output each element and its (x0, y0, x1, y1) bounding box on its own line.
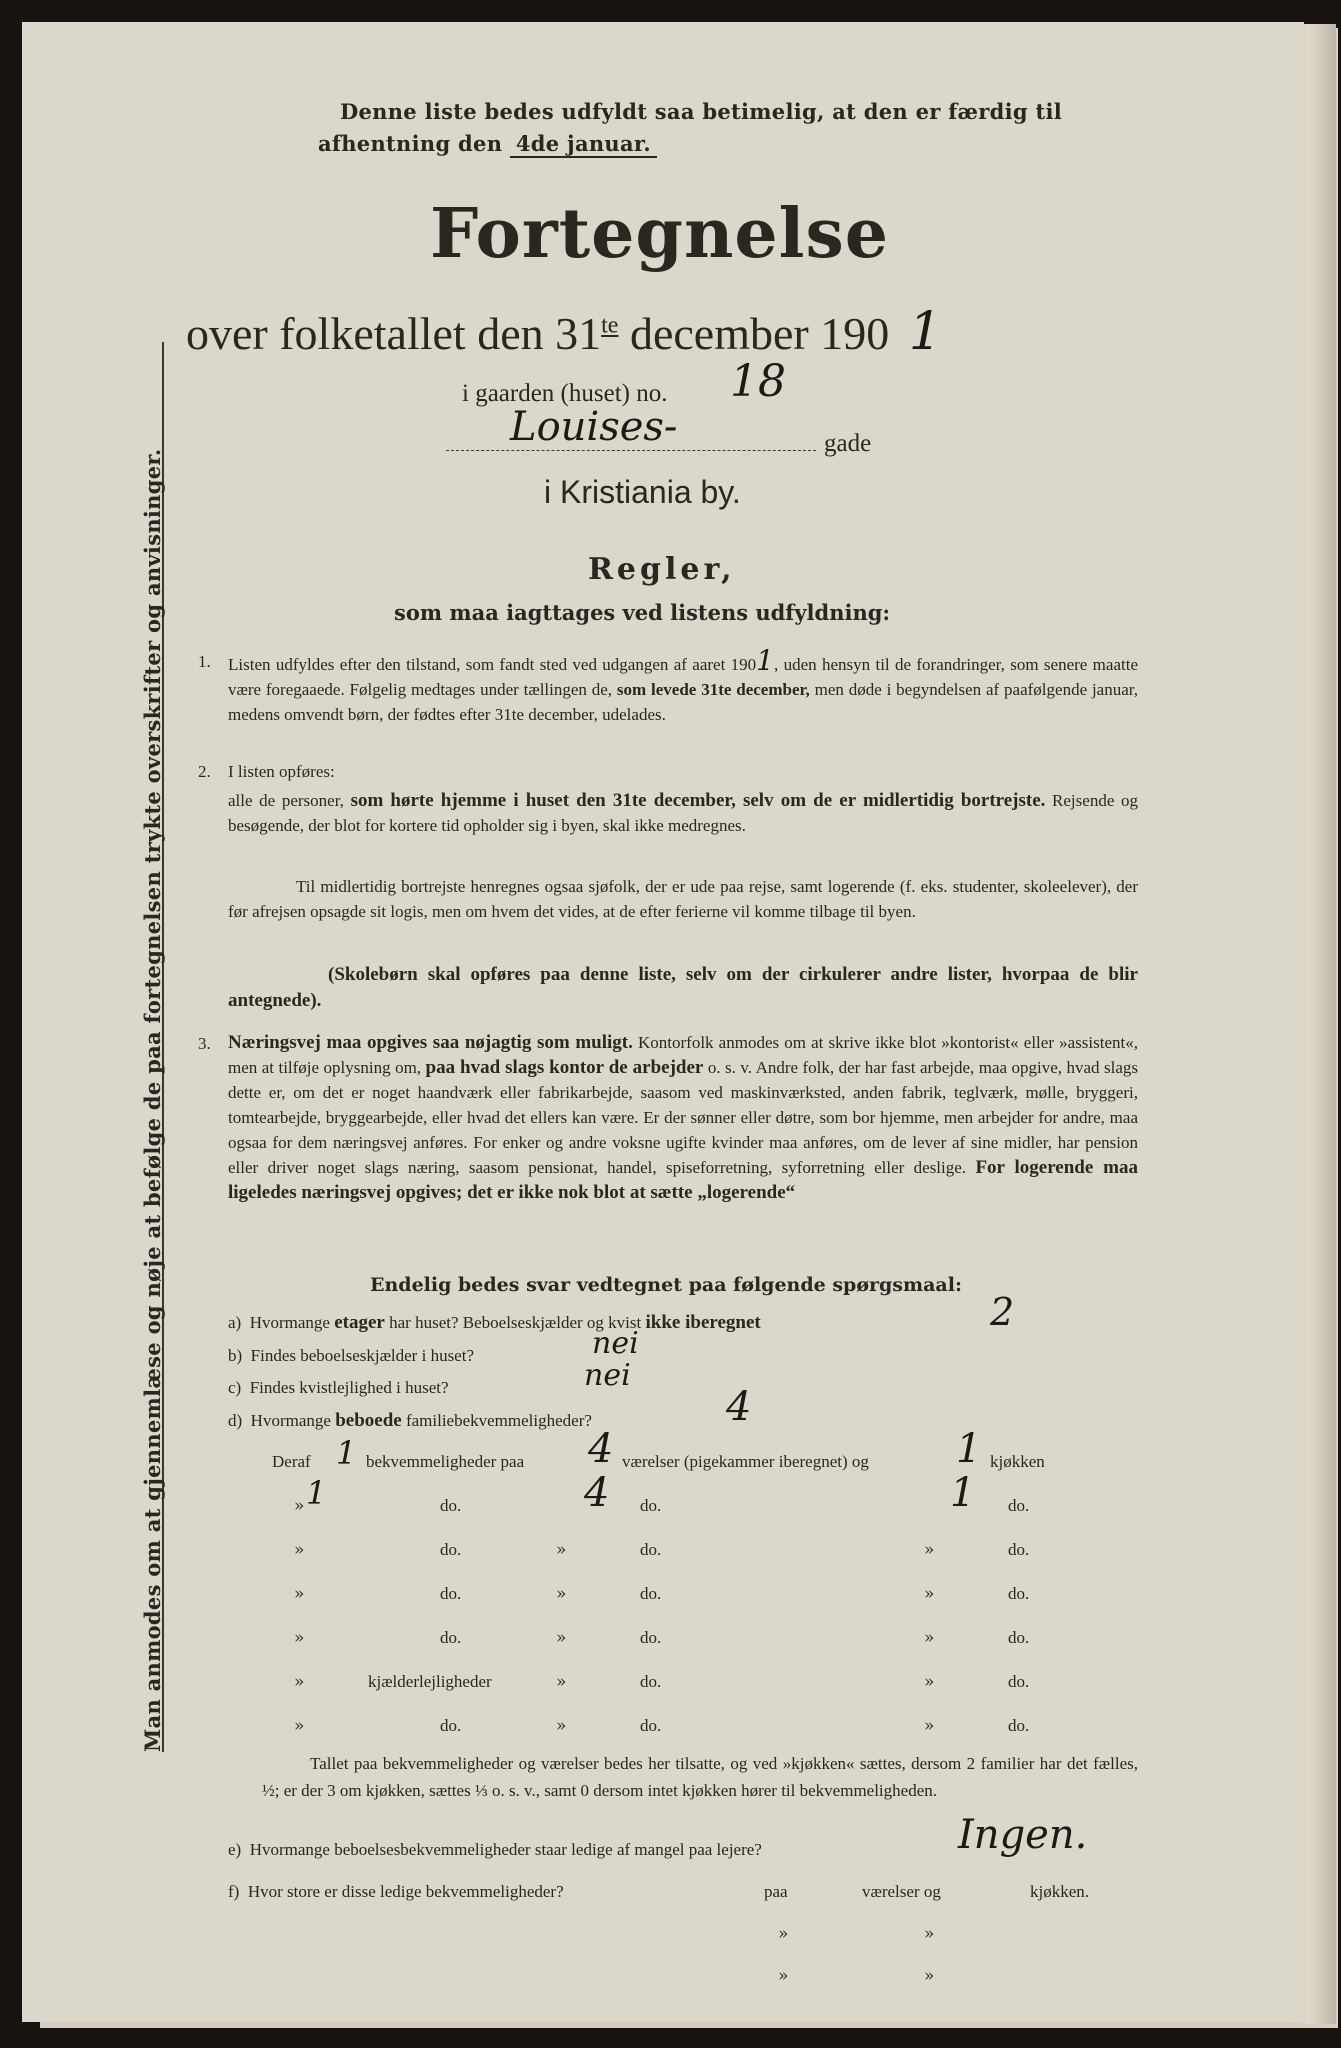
ditto-mark: » (556, 1584, 567, 1604)
hand-q-a: 2 (990, 1290, 1015, 1334)
rule2-p3: (Skolebørn skal opføres paa denne liste, selv om der cirkulerer andre lister, hvorpaa de blir antegnede). (228, 964, 1138, 1011)
ditto-mark: » (294, 1672, 305, 1692)
hand-street: Louises- (510, 404, 678, 450)
table-do: do. (1008, 1540, 1030, 1559)
hand-rule1-year: 1 (756, 644, 774, 677)
table-col3: kjøkken (990, 1452, 1045, 1471)
ditto-mark: » (778, 1966, 789, 1986)
ditto-mark: » (778, 1924, 789, 1944)
table-do: do. (640, 1540, 662, 1559)
table-do: do. (1008, 1672, 1030, 1691)
rule1-text: Listen udfyldes efter den tilstand, som fandt sted ved udgangen af aaret 1901, uden hensyn til de forandringer, som senere maatte være foregaaede. Følgelig medtages under tællingen de, som levede 31te december, men døde i begyndelsen af paafølgende januar, medens omvendt børn, der fødtes efter 31te december, udelades. (228, 644, 1139, 724)
hand-q-b: nei (592, 1326, 639, 1361)
hand-row1-c: 1 (956, 1426, 982, 1472)
rule2-num: 2. (198, 762, 211, 781)
table-kjaelder: kjælderlejligheder (368, 1672, 492, 1691)
hand-row1-b: 4 (588, 1426, 614, 1472)
ditto-mark: » (924, 1672, 935, 1692)
hand-row2-a: 1 (306, 1474, 327, 1512)
ditto-mark: » (294, 1496, 305, 1516)
table-do: do. (640, 1628, 662, 1647)
table-do: do. (640, 1672, 662, 1691)
ditto-mark: » (924, 1540, 935, 1560)
hand-house-no: 18 (730, 356, 786, 407)
regler-title: Regler, (588, 552, 736, 587)
gaard-label: i gaarden (huset) no. (462, 380, 668, 407)
q-d: d) Hvormange beboede familiebekvemmeligheder? (228, 1410, 592, 1431)
ditto-mark: » (294, 1584, 305, 1604)
hand-q-c: nei (584, 1358, 631, 1393)
q-f-vaerelser: værelser og (862, 1882, 941, 1901)
header-line2-prefix: afhentning den (318, 131, 503, 156)
header-date: 4de januar. (510, 131, 657, 158)
table-do: do. (440, 1628, 462, 1647)
ditto-mark: » (294, 1540, 305, 1560)
ditto-mark: » (924, 1716, 935, 1736)
table-col2: værelser (pigekammer iberegnet) og (622, 1452, 869, 1471)
header-line2 (318, 128, 657, 159)
hand-row2-c: 1 (950, 1470, 976, 1516)
ditto-mark: » (294, 1628, 305, 1648)
ditto-mark: » (924, 1924, 935, 1944)
table-do: do. (1008, 1496, 1030, 1515)
table-deraf: Deraf (272, 1452, 311, 1471)
table-do: do. (640, 1496, 662, 1515)
q-b: b) Findes beboelseskjælder i huset? (228, 1346, 474, 1365)
ditto-mark: » (556, 1716, 567, 1736)
table-do: do. (640, 1716, 662, 1735)
hand-row2-b: 4 (584, 1470, 610, 1516)
city-label: i Kristiania by. (544, 474, 741, 510)
rule2-p1: alle de personer, som hørte hjemme i huset den 31te december, selv om de er midlertidig bortrejste. Rejsende og besøgende, der blot for kortere tid opholder sig i byen, skal ikke medregnes. (228, 790, 1138, 835)
ditto-mark: » (556, 1628, 567, 1648)
hand-q-d: 4 (726, 1384, 752, 1430)
page-title: Fortegnelse (430, 194, 890, 274)
subtitle-sup: te (601, 312, 619, 339)
hand-year: 1 (908, 302, 942, 362)
hand-q-e: Ingen. (958, 1812, 1088, 1858)
fraction-note: Tallet paa bekvemmeligheder og værelser bedes her tilsatte, og ved »kjøkken« sættes, dersom 2 familier har det fælles, ½; er der 3 om kjøkken, sættes ⅓ o. s. v., samt 0 dersom intet kjøkken hører til bekvemmeligheden. (262, 1754, 1138, 1800)
q-e: e) Hvormange beboelsesbekvemmeligheder staar ledige af mangel paa lejere? (228, 1840, 762, 1859)
table-do: do. (1008, 1716, 1030, 1735)
questions-intro: Endelig bedes svar vedtegnet paa følgende spørgsmaal: (370, 1274, 962, 1296)
gade-label: gade (824, 430, 872, 457)
rule2-p2: Til midlertidig bortrejste henregnes ogsaa sjøfolk, der er ude paa rejse, samt logerende (f. eks. studenter, skoleelever), der før afrejsen opsagde sit logis, men om hvem det vides, at de efter ferierne vil komme tilbage til byen. (228, 877, 1138, 921)
hand-row1-a: 1 (336, 1434, 357, 1472)
table-do: do. (440, 1496, 462, 1515)
ditto-mark: » (556, 1540, 567, 1560)
table-col1: bekvemmeligheder paa (366, 1452, 525, 1471)
rule3-text: Næringsvej maa opgives saa nøjagtig som muligt. Kontorfolk anmodes om at skrive ikke blot »kontorist« eller »assistent«, men at tilføje oplysning om, paa hvad slags kontor de arbejder o. s. v. Andre folk, der har fast arbejde, maa opgive, hvad slags dette er, om det er noget haandværk eller fabrikarbejde, saasom ved maskinværksted, anden fabrik, teglværk, mølle, bryggeri, tomtearbejde, bryggearbejde, eller hvad det ellers kan være. Er der sønner eller døtre, som bor hjemme, men arbejder for andre, maa ogsaa for dem næringsvej anføres. For enker og andre voksne ugifte kvinder maa anføres, om de lever af sine midler, har pension eller driver noget slags næring, saasom pensionat, handel, spiseforretning, syforretning eller deslige. For logerende maa ligeledes næringsvej opgives; det er ikke nok blot at sætte „logerende“ (228, 1032, 1139, 1203)
subtitle-prefix: over folketallet den 31 (186, 308, 602, 359)
ditto-mark: » (924, 1966, 935, 1986)
table-do: do. (440, 1540, 462, 1559)
subtitle-middle: december 190 (618, 308, 890, 359)
q-c: c) Findes kvistlejlighed i huset? (228, 1378, 449, 1397)
regler-subtitle: som maa iagttages ved listens udfyldning: (394, 600, 891, 625)
table-do: do. (1008, 1628, 1030, 1647)
ditto-mark: » (924, 1628, 935, 1648)
page-subtitle (186, 302, 942, 362)
ditto-mark: » (556, 1672, 567, 1692)
table-do: do. (440, 1584, 462, 1603)
rule2-intro: I listen opføres: (228, 762, 335, 781)
q-f-kjokken: kjøkken. (1030, 1882, 1090, 1901)
q-f-paa: paa (764, 1882, 788, 1901)
side-note: Man anmodes om at gjennemlæse og nøje at befølge de paa fortegnelsen trykte overskrifter og anvisninger. (140, 448, 165, 1752)
ditto-mark: » (294, 1716, 305, 1736)
ditto-mark: » (924, 1584, 935, 1604)
table-do: do. (1008, 1584, 1030, 1603)
table-do: do. (640, 1584, 662, 1603)
q-f: f) Hvor store er disse ledige bekvemmeligheder? (228, 1882, 564, 1901)
header-line1: Denne liste bedes udfyldt saa betimelig, at den er færdig til (340, 99, 1063, 124)
q-a: a) Hvormange etager har huset? Beboelseskjælder og kvist ikke iberegnet (228, 1312, 761, 1333)
rule3-num: 3. (198, 1034, 211, 1053)
rule1-num: 1. (198, 652, 211, 671)
table-do: do. (440, 1716, 462, 1735)
